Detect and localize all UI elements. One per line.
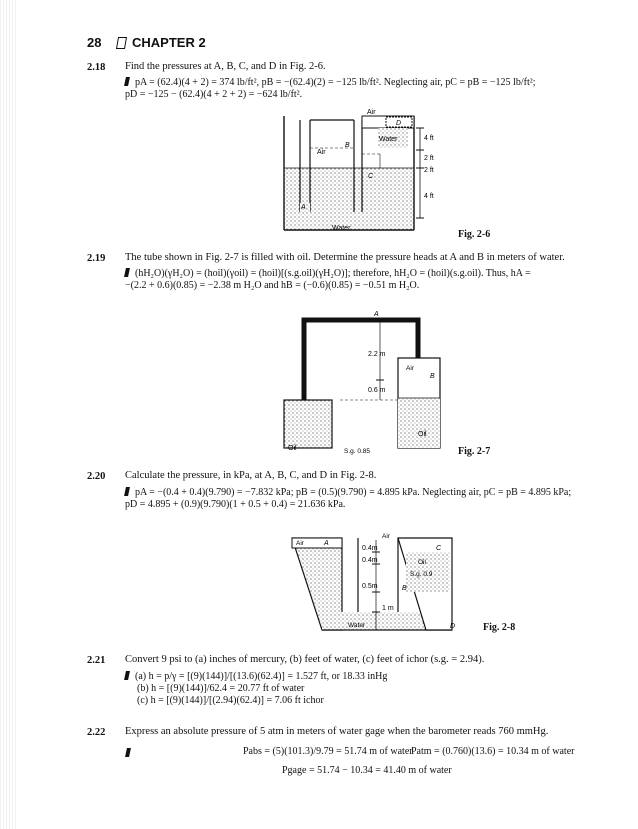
solution-marker-icon [124,77,130,86]
solution-line: pA = −(0.4 + 0.4)(9.790) = −7.832 kPa; pB = (0.5)(9.790) = 4.895 kPa. Neglecting air, pC = pB = 4.895 kPa; [135,487,572,498]
label-sg: S.g. 0.9 [410,571,433,578]
label-air-left: Air [317,149,326,156]
dim-label: 0.4m [362,545,378,552]
binding-edge [0,0,18,829]
solution-line: −(2.2 + 0.6)(0.85) = −2.38 m H₂O and hB = (−0.6)(0.85) = −0.51 m H₂O. [125,280,420,291]
solution-line: Pgage = 51.74 − 10.34 = 41.40 m of water [282,765,452,776]
figure-caption: Fig. 2-7 [458,446,491,457]
dim-label: 4 ft [424,193,434,200]
figure-2-7 [280,308,460,458]
dim-label: 2 ft [424,155,434,162]
solution-line: Pabs = (5)(101.3)/9.79 = 51.74 m of water [243,746,413,757]
dim-label: 0.5m [362,583,378,590]
point-b-label: B [345,142,350,149]
label-air: Air [406,365,414,372]
problem-number: 2.19 [87,253,106,264]
point-c-label: C [436,545,442,552]
solution-line: (b) h = [(9)(144)]/62.4 = 20.77 ft of water [137,683,305,694]
problem-question: Convert 9 psi to (a) inches of mercury, (b) feet of water, (c) feet of ichor (s.g. = 2.94). [125,654,485,665]
label-air-top: Air [367,109,376,116]
dim-label: 1 m [382,605,394,612]
solution-marker-icon [124,671,130,680]
solution-line: pA = (62.4)(4 + 2) = 374 lb/ft², pB = −(62.4)(2) = −125 lb/ft². Neglecting air, pC = pB = −125 lb/ft²; [135,77,536,88]
problem-number: 2.22 [87,727,106,738]
problem-number: 2.18 [87,62,106,73]
label-oil-left: Oil [288,445,297,452]
point-b-label: B [430,373,435,380]
problem-number: 2.21 [87,655,106,666]
figure-2-6 [270,108,450,240]
solution-line: pD = −125 − (62.4)(4 + 2 + 2) = −624 lb/ft². [125,89,303,100]
solution-marker-icon [124,268,130,277]
page-number: 28 [87,35,102,50]
dim-label: 2 ft [424,167,434,174]
label-oil-right: Oil [418,431,427,438]
point-a-label: A [374,311,379,318]
solution-line: (c) h = [(9)(144)]/[(2.94)(62.4)] = 7.06 ft ichor [137,695,324,706]
problem-question: Calculate the pressure, in kPa, at A, B, C, and D in Fig. 2-8. [125,470,377,481]
label-water: Water [348,622,366,629]
point-d-label: D [396,120,402,127]
figure-caption: Fig. 2-8 [483,622,516,633]
solution-marker-icon [125,748,131,757]
solution-block [125,487,635,511]
point-c-label: C [368,173,374,180]
solution-block [125,77,635,101]
dim-label: 4 ft [424,135,434,142]
point-a-label: A [324,540,329,547]
problem-question: Express an absolute pressure of 5 atm in meters of water gage when the barometer reads 760 mmHg. [125,726,549,737]
point-d-label: D [450,623,456,630]
label-water-bottom: Water [332,225,351,232]
figure-2-8 [286,530,466,640]
solution-line: pD = 4.895 + (0.9)(9.790)(1 + 0.5 + 0.4) = 21.636 kPa. [125,499,346,510]
label-air-left: Air [296,540,304,547]
label-sg: S.g. 0.85 [344,448,371,455]
point-b-label: B [402,585,407,592]
chapter-title: CHAPTER 2 [132,35,206,50]
solution-block [125,671,605,707]
point-a-label: A [301,204,306,211]
label-air-mid: Air [382,533,390,540]
dim-label: 0.4m [362,557,378,564]
solution-line: (hH₂O)(γH₂O) = (hoil)(γoil) = (hoil)[(s.g.oil)(γH₂O)]; therefore, hH₂O = (hoil)(s.g.oil). Thus, hA = [135,268,531,279]
dim-label: 0.6 m [368,387,386,394]
dim-label: 2.2 m [368,351,386,358]
solution-block [125,268,635,292]
solution-line: Patm = (0.760)(13.6) = 10.34 m of water [411,746,575,757]
solution-marker-icon [124,487,130,496]
label-water-top: Water [379,136,398,143]
figure-caption: Fig. 2-6 [458,229,491,240]
problem-question: The tube shown in Fig. 2-7 is filled with oil. Determine the pressure heads at A and B in meters of water. [125,252,565,263]
header-box-icon [116,37,127,49]
problem-number: 2.20 [87,471,106,482]
solution-line: (a) h = p/γ = [(9)(144)]/[(13.6)(62.4)] = 1.527 ft, or 18.33 inHg [135,671,388,682]
label-oil: Oil [418,559,426,566]
problem-question: Find the pressures at A, B, C, and D in Fig. 2-6. [125,61,326,72]
